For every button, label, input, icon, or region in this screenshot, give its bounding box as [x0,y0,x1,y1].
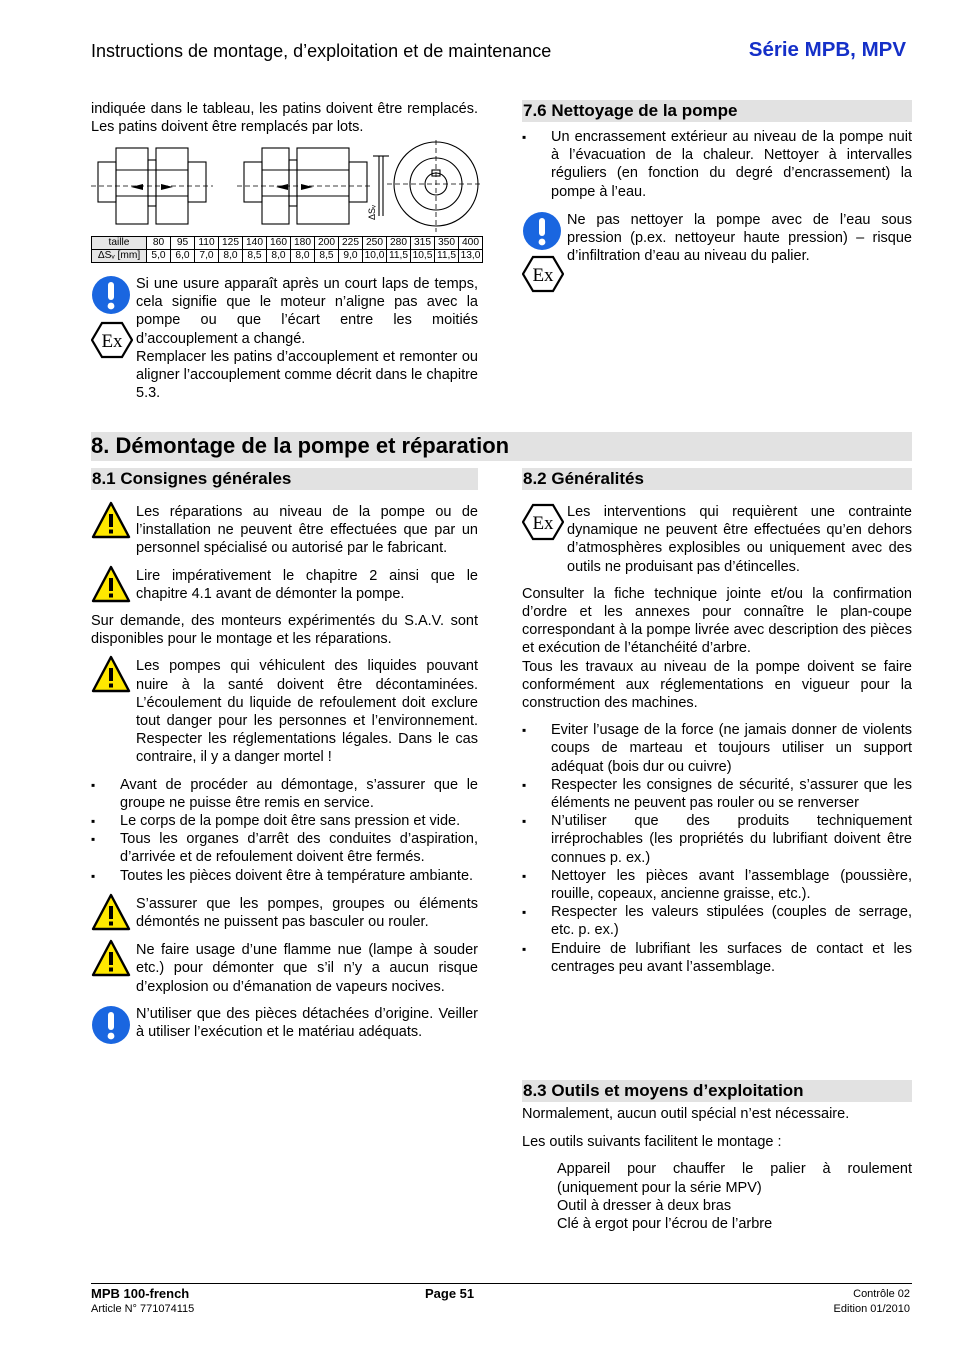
warning-block [91,657,478,766]
table-cell: 80 [147,237,171,250]
footer-article: Article N° 771074115 [91,1303,195,1315]
table-cell: 8,0 [267,250,291,263]
warning-block [91,503,478,558]
section-heading: 8.1 Consignes générales [91,468,478,490]
table-cell: 9,0 [339,250,363,263]
table-row [92,237,483,250]
table-cell: 8,5 [243,250,267,263]
list-item: Outil à dresser à deux bras [557,1197,732,1214]
list-item: ▪ Eviter l’usage de la force (ne jamais donner de violents coups de marteau et toujours utiliser un support adéquat (bois dur ou cuivre) [522,721,912,776]
table-cell: 11,5 [435,250,459,263]
table-cell: 8,5 [315,250,339,263]
ex-note-block [522,503,912,576]
list-item: Appareil pour chauffer le palier à roulement (uniquement pour la série MPV) [557,1161,912,1196]
page-number: Page 51 [425,1286,475,1301]
section-heading: 8.3 Outils et moyens d’exploitation [522,1080,912,1102]
coupling-intro-text: indiquée dans le tableau, les patins doivent être remplacés. Les patins doivent être remplacés par lots. [91,101,478,136]
table-cell: 11,5 [387,250,411,263]
warning-icon [91,655,131,697]
footer-divider [91,1283,912,1284]
table-cell: 7,0 [195,250,219,263]
delta-sv-label: ΔSᵥ [367,205,377,220]
table-cell: 125 [219,237,243,250]
table-cell: 5,0 [147,250,171,263]
warning-icon [91,565,131,607]
table-cell: 400 [459,237,483,250]
footer-doc: MPB 100-french [91,1286,190,1301]
footer-control: Contrôle 02 [853,1288,910,1300]
list-item: ▪ Le corps de la pompe doit être sans pression et vide. [91,812,478,830]
ex-icon-label: Ex [532,513,554,534]
list-item: ▪ Enduire de lubrifiant les surfaces de contact et les centrages peu avant l’assemblage. [522,940,912,976]
list-item: ▪ Un encrassement extérieur au niveau de la pompe nuit à l’évacuation de la chaleur. Nettoyer à intervalles réguliers (en fonction du degré d’encrassement) la pompe à l’eau. [522,128,912,201]
table-cell: 160 [267,237,291,250]
coupling-diagram [91,140,481,232]
table-row [92,250,483,263]
wear-note-text: Si une usure apparaît après un court laps de temps, cela signifie que le moteur n’aligne pas avec la pompe ou que l’écart entre les moitiés d’accouplement a changé. [136,276,478,347]
table-cell: ΔSᵥ [mm] [92,250,147,263]
section-heading: 7.6 Nettoyage de la pompe [522,100,912,122]
chapter-heading: 8. Démontage de la pompe et réparation [91,432,912,461]
ex-icon [522,503,564,545]
table-cell: 13,0 [459,250,483,263]
document-title: Instructions de montage, d’exploitation et de maintenance [91,41,552,61]
info-icon [91,275,131,319]
table-cell: 10,0 [363,250,387,263]
warning-text: S’assurer que les pompes, groupes ou éléments démontés ne puissent pas basculer ou rouler. [136,895,478,931]
wear-table [91,236,483,263]
table-cell: 10,5 [411,250,435,263]
list-item: ▪ N’utiliser que des produits techniquement irréprochables (les propriétés du lubrifiant doivent être connues p. ex.) [522,812,912,867]
paragraph: Tous les travaux au niveau de la pompe doivent se faire conformément aux réglementations en vigueur pour la construction des machines. [522,658,912,712]
ex-icon [91,321,133,363]
ex-note-text: Les interventions qui requièrent une contrainte dynamique ne peuvent être effectuées qu’en dehors d’atmosphères explosibles ou uniquement avec des outils ne produisant pas d’étincelles. [567,504,912,575]
warning-text: Lire impérativement le chapitre 2 ainsi que le chapitre 4.1 avant de démonter la pompe. [136,567,478,602]
note-text: Ne pas nettoyer la pompe avec de l’eau sous pression (p.ex. nettoyeur haute pression) – risque d’infiltration d’eau au niveau du palier. [567,211,912,265]
section-8-2 [522,468,912,976]
section-8-3 [522,1080,912,1233]
paragraph: Les outils suivants facilitent le montage : [522,1134,782,1151]
table-cell: 8,0 [219,250,243,263]
paragraph: Normalement, aucun outil spécial n’est nécessaire. [522,1106,850,1122]
list-item: ▪ Tous les organes d’arrêt des conduites d’aspiration, d’arrivée et de refoulement doivent être fermés. [91,830,478,866]
series-title: Série MPB, MPV [748,38,906,61]
table-cell: 350 [435,237,459,250]
warning-text: Ne faire usage d’une flamme nue (lampe à souder etc.) pour démonter que s’il n’y a aucun risque d’explosion ou d’émanation de vapeurs nocives. [136,942,478,995]
list-item: ▪ Avant de procéder au démontage, s’assurer que le groupe ne puisse être remis en service. [91,776,478,812]
warning-block [91,941,478,996]
warning-icon [91,893,131,935]
wear-note-action: Remplacer les patins d’accouplement et remonter ou aligner l’accouplement comme décrit dans le chapitre 5.3. [136,348,478,402]
table-cell: 200 [315,237,339,250]
table-cell: taille [92,237,147,250]
footer-edition: Edition 01/2010 [833,1303,910,1315]
coupling-intro [91,100,478,136]
bullet-list [522,721,912,976]
table-cell: 250 [363,237,387,250]
section-7-6 [522,100,912,286]
warning-block [91,895,478,931]
list-item: ▪ Respecter les valeurs stipulées (couples de serrage, etc. p. ex.) [522,903,912,939]
section-heading: 8.2 Généralités [522,468,912,490]
table-cell: 140 [243,237,267,250]
tools-list [522,1160,912,1233]
table-cell: 180 [291,237,315,250]
list-item: Clé à ergot pour l’écrou de l’arbre [557,1216,773,1233]
info-icon [522,211,562,255]
section-8-1 [91,468,478,1041]
list-item: ▪ Respecter les consignes de sécurité, s’assurer que les éléments ne peuvent pas rouler ou se renverser [522,776,912,812]
table-cell: 6,0 [171,250,195,263]
table-cell: 315 [411,237,435,250]
note-block [91,1005,478,1041]
note-block [91,275,478,402]
wear-note [91,275,478,402]
note-block [522,211,912,286]
ex-icon [522,255,564,297]
warning-icon [91,939,131,981]
warning-text: Les pompes qui véhiculent des liquides pouvant nuire à la santé doivent être décontaminées. L’écoulement du liquide de refoulement doit exclure tout danger pour les personnes et l’environnement. Respecter les réglementations légales. Dans le cas contraire, il y a danger mortel ! [136,658,478,766]
list-item: ▪ Nettoyer les pièces avant l’assemblage (poussière, rouille, copeaux, ancienne graisse, etc.). [522,867,912,903]
ex-icon-label: Ex [101,331,123,352]
ex-icon-label: Ex [532,264,554,286]
table-cell: 95 [171,237,195,250]
note-text: N’utiliser que des pièces détachées d’origine. Veiller à utiliser l’exécution et le matériau adéquats. [136,1005,478,1041]
table-cell: 280 [387,237,411,250]
warning-icon [91,501,131,543]
bullet-list [91,776,478,885]
info-icon [91,1005,131,1049]
paragraph: Consulter la fiche technique jointe et/ou la confirmation d’ordre et les annexes pour connaître le plan-coupe correspondant à la pompe livrée avec description des pièces et exécution de l’étanchéité d’arbre. [522,585,912,657]
table-cell: 225 [339,237,363,250]
warning-block [91,567,478,603]
list-item: ▪ Toutes les pièces doivent être à température ambiante. [91,867,478,885]
warning-text: Les réparations au niveau de la pompe ou de l’installation ne peuvent être effectuées que par un personnel spécialisé ou autorisé par le fabricant. [136,504,478,557]
table-cell: 8,0 [291,250,315,263]
table-cell: 110 [195,237,219,250]
bullet-list [522,128,912,201]
paragraph: Sur demande, des monteurs expérimentés du S.A.V. sont disponibles pour le montage et les réparations. [91,613,478,648]
